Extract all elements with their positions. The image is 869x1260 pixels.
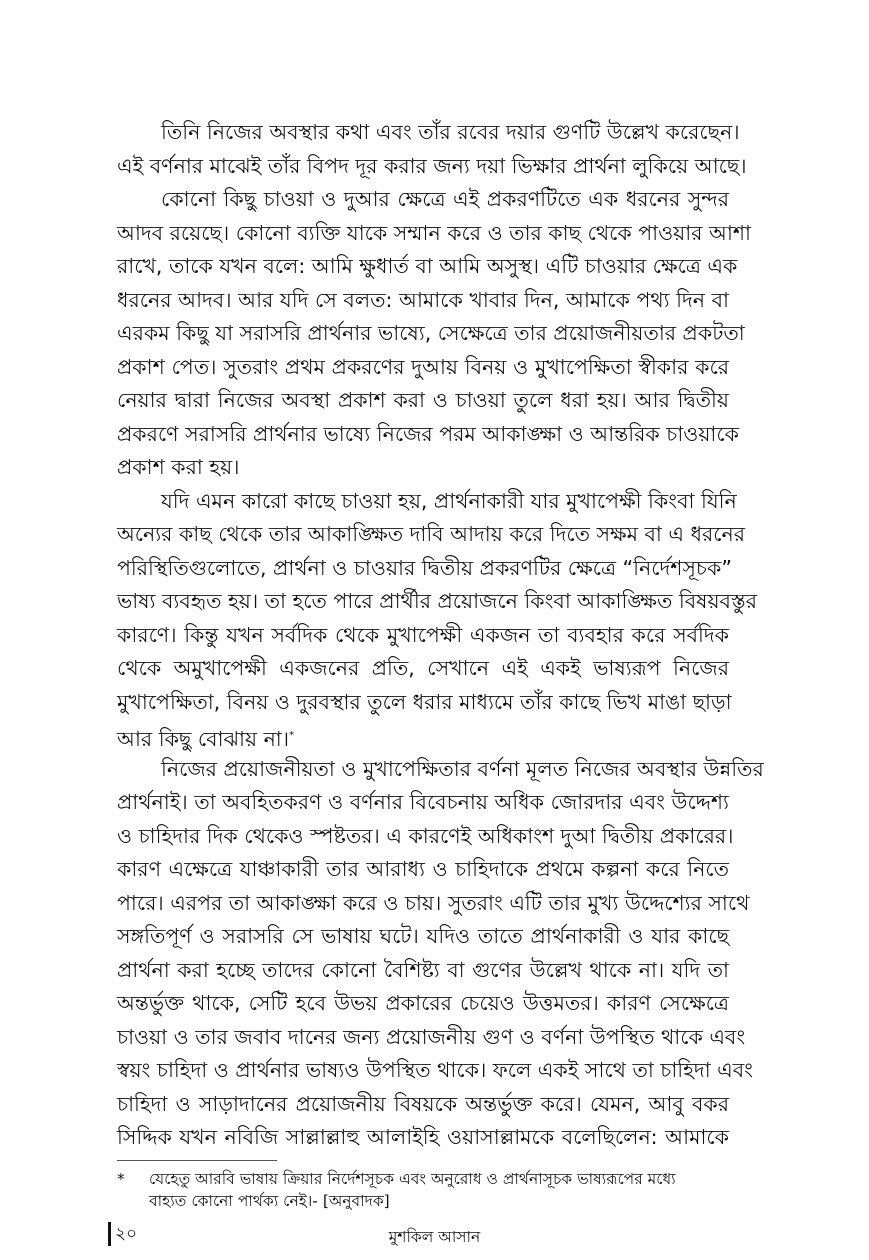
- main-text: [117, 116, 764, 1155]
- text-line: এরকম কিছু যা সরাসরি প্রার্থনার ভাষ্যে, সেক্ষেত্রে তার প্রয়োজনীয়তার প্রকটতা: [117, 321, 745, 345]
- footnote-marker: *: [117, 1170, 125, 1188]
- text-line: চাওয়া ও তার জবাব দানের জন্য প্রয়োজনীয় গুণ ও বর্ণনা উপস্থিত থাকে এবং: [117, 1024, 746, 1049]
- text-line: প্রার্থনাই। তা অবহিতকরণ ও বর্ণনার বিবেচনায় অধিক জোরদার এবং উদ্দেশ্য: [117, 790, 729, 814]
- footnote: [117, 1168, 729, 1212]
- text-line: প্রকাশ পেত। সুতরাং প্রথম প্রকরণের দুআয় বিনয় ও মুখাপেক্ষিতা স্বীকার করে: [117, 354, 729, 379]
- text-line-text: আর কিছু বোঝায় না।: [117, 726, 290, 751]
- text-line: প্রকাশ করা হয়।: [117, 455, 240, 479]
- running-title: মুশকিল আসান: [388, 1228, 481, 1246]
- text-line: নিজের প্রয়োজনীয়তা ও মুখাপেক্ষিতার বর্ণনা মূলত নিজের অবস্থার উন্নতির: [161, 756, 764, 781]
- text-line: যদি এমন কারো কাছে চাওয়া হয়, প্রার্থনাকারী যার মুখাপেক্ষী কিংবা যিনি: [161, 488, 737, 513]
- text-line: চাহিদা ও সাড়াদানের প্রয়োজনীয় বিষয়কে অন্তর্ভুক্ত করে। যেমন, আবু বকর: [117, 1091, 729, 1116]
- text-line: স্বয়ং চাহিদা ও প্রার্থনার ভাষ্যও উপস্থিত থাকে। ফলে একই সাথে তা চাহিদা এবং: [117, 1058, 753, 1082]
- footnote-line: [117, 1168, 729, 1190]
- text-line: পরিস্থিতিগুলোতে, প্রার্থনা ও চাওয়ার দ্বিতীয় প্রকরণটির ক্ষেত্রে “নির্দেশসূচক”: [117, 555, 732, 580]
- text-line: ও চাহিদার দিক থেকেও স্পষ্টতর। এ কারণেই অধিকাংশ দুআ দ্বিতীয় প্রকারের।: [117, 823, 734, 848]
- text-line: প্রার্থনা করা হচ্ছে তাদের কোনো বৈশিষ্ট্য বা গুণের উল্লেখ থাকে না। যদি তা: [117, 957, 729, 982]
- footnote-reference: *: [289, 730, 295, 741]
- footnote-text: যেহেতু আরবি ভাষায় ক্রিয়ার নির্দেশসূচক এবং অনুরোধ ও প্রার্থনাসূচক ভাষ্যরূপের মধ্যে: [149, 1170, 676, 1188]
- text-line: কারণে। কিন্তু যখন সর্বদিক থেকে মুখাপেক্ষী একজন তা ব্যবহার করে সর্বদিক: [117, 622, 729, 647]
- text-line: থেকে অমুখাপেক্ষী একজনের প্রতি, সেখানে এই একই ভাষ্যরূপ নিজের: [117, 656, 729, 680]
- text-line: কোনো কিছু চাওয়া ও দুআর ক্ষেত্রে এই প্রকরণটিতে এক ধরনের সুন্দর: [161, 187, 729, 211]
- text-line: ধরনের আদব। আর যদি সে বলত: আমাকে খাবার দিন, আমাকে পথ্য দিন বা: [117, 287, 729, 312]
- footnote-line: বাহ্যত কোনো পার্থক্য নেই।- [অনুবাদক]: [149, 1192, 390, 1210]
- text-line: নেয়ার দ্বারা নিজের অবস্থা প্রকাশ করা ও চাওয়া তুলে ধরা হয়। আর দ্বিতীয়: [117, 388, 729, 412]
- text-line: অন্যের কাছ থেকে তার আকাঙ্ক্ষিত দাবি আদায় করে দিতে সক্ষম বা এ ধরনের: [117, 522, 746, 546]
- text-line: ভাষ্য ব্যবহৃত হয়। তা হতে পারে প্রার্থীর প্রয়োজনে কিংবা আকাঙ্ক্ষিত বিষয়বস্তুর: [117, 589, 757, 613]
- text-line: সিদ্দিক যখন নবিজি সাল্লাল্লাহু আলাইহি ওয়াসাল্লামকে বলেছিলেন: আমাকে: [117, 1125, 729, 1149]
- text-line: তিনি নিজের অবস্থার কথা এবং তাঁর রবের দয়ার গুণটি উল্লেখ করেছেন।: [161, 120, 740, 144]
- text-line: আদব রয়েছে। কোনো ব্যক্তি যাকে সম্মান করে ও তার কাছ থেকে পাওয়ার আশা: [117, 220, 751, 245]
- text-line: অন্তর্ভুক্ত থাকে, সেটি হবে উভয় প্রকারের চেয়েও উত্তমতর। কারণ সেক্ষেত্রে: [117, 991, 729, 1015]
- text-line: মুখাপেক্ষিতা, বিনয় ও দুরবস্থার তুলে ধরার মাধ্যমে তাঁর কাছে ভিখ মাঙা ছাড়া: [117, 689, 732, 714]
- text-line: এই বর্ণনার মাঝেই তাঁর বিপদ দূর করার জন্য দয়া ভিক্ষার প্রার্থনা লুকিয়ে আছে।: [117, 153, 747, 178]
- text-line: সঙ্গতিপূর্ণ ও সরাসরি সে ভাষায় ঘটে। যদিও তাতে প্রার্থনাকারী ও যার কাছে: [117, 924, 729, 948]
- page-number: ২০: [115, 1224, 138, 1244]
- text-line: কারণ এক্ষেত্রে যাঞ্চাকারী তার আরাধ্য ও চাহিদাকে প্রথমে কল্পনা করে নিতে: [117, 857, 729, 881]
- text-line: প্রকরণে সরাসরি প্রার্থনার ভাষ্যে নিজের পরম আকাঙ্ক্ষা ও আন্তরিক চাওয়াকে: [117, 421, 739, 446]
- text-line: রাখে, তাকে যখন বলে: আমি ক্ষুধার্ত বা আমি অসুস্থ। এটি চাওয়ার ক্ষেত্রে এক: [117, 254, 738, 278]
- text-line: পারে। এরপর তা আকাঙ্ক্ষা করে ও চায়। সুতরাং এটি তার মুখ্য উদ্দেশ্যের সাথে: [117, 890, 750, 915]
- footnote-divider: [117, 1160, 277, 1161]
- text-line-with-footnote: [117, 719, 729, 753]
